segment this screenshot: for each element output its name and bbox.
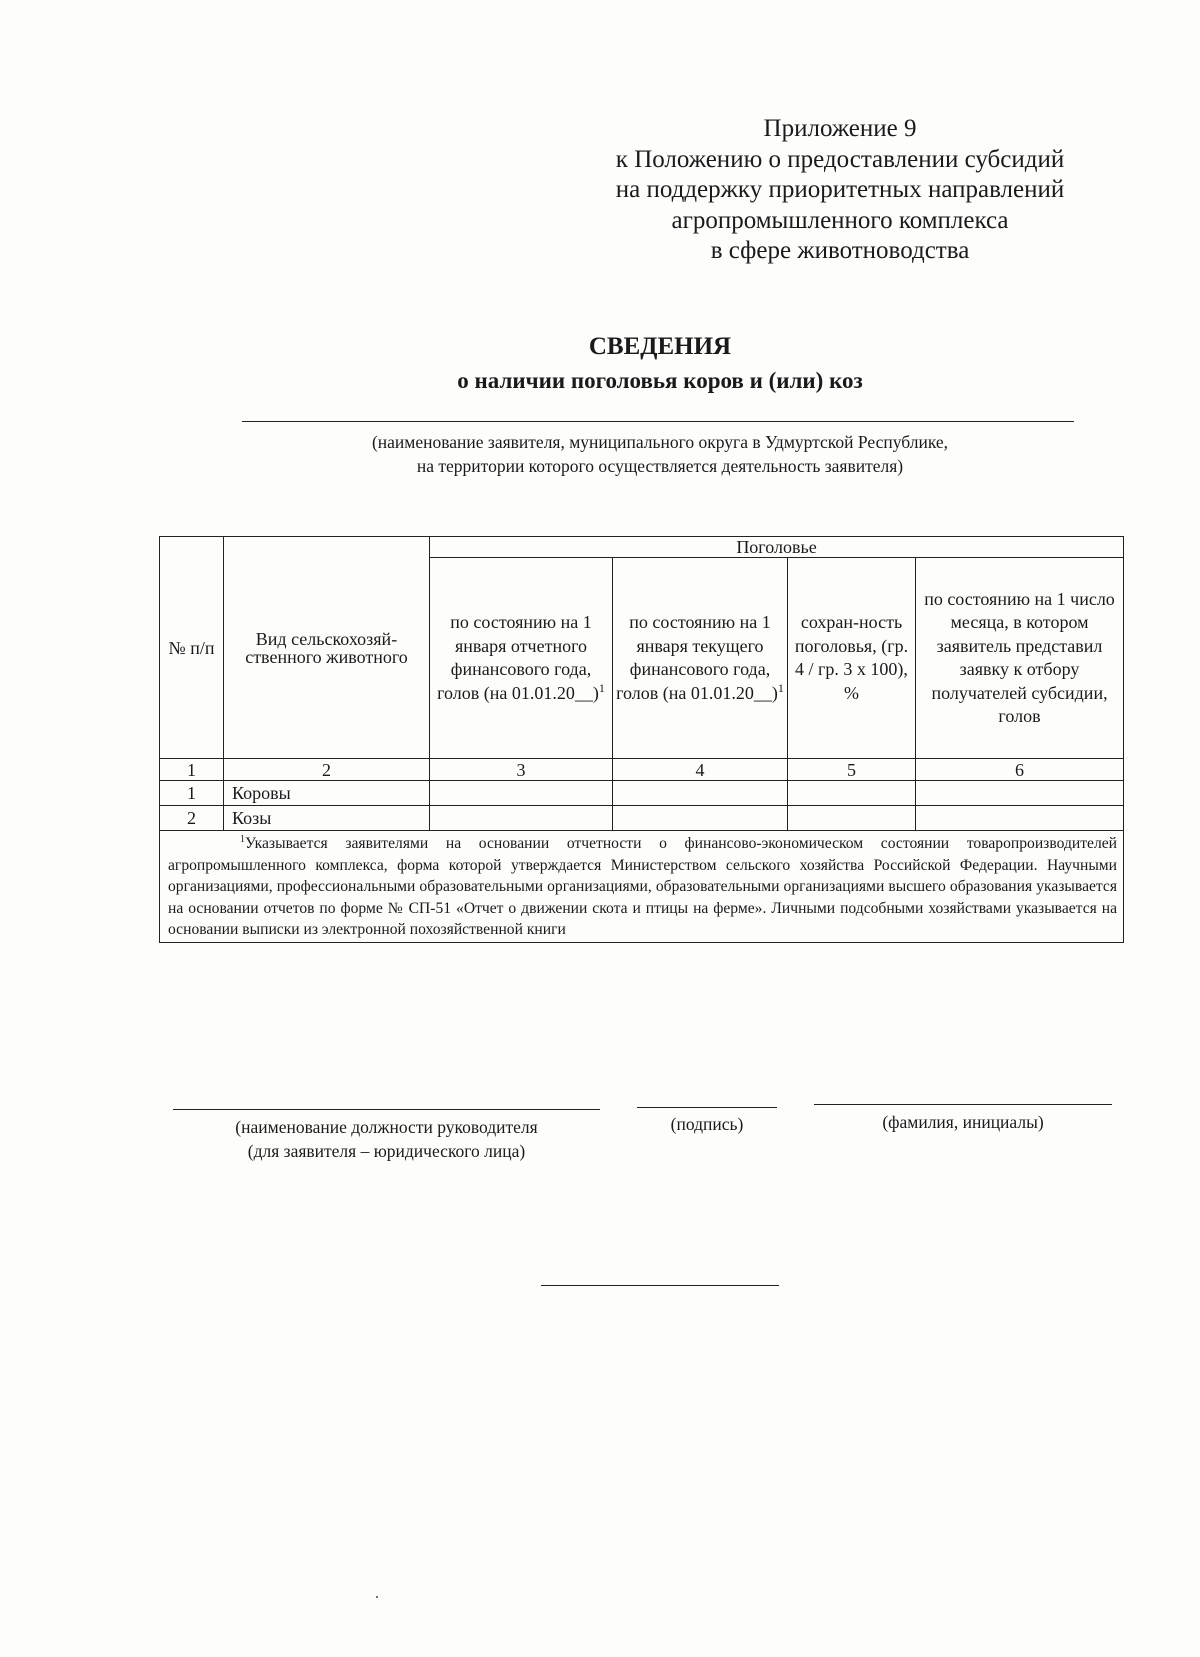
cell-application-month[interactable] — [916, 781, 1124, 806]
applicant-caption-line-2: на территории которого осуществляется деятельность заявителя) — [416, 456, 904, 476]
table-row — [160, 781, 1124, 806]
bottom-line — [541, 1285, 779, 1286]
name-caption: (фамилия, инициалы) — [882, 1112, 1044, 1132]
name-signature-line — [814, 1104, 1112, 1105]
scan-speck — [376, 1596, 378, 1598]
header-previous-year: по состоянию на 1 января отчетного финансового года, голов (на 01.01.20__)$^1$ — [430, 558, 613, 759]
document-subtitle: о наличии поголовья коров и (или) коз — [457, 368, 863, 393]
footnote-ref: 1 — [598, 680, 605, 695]
applicant-name-line — [242, 421, 1074, 422]
appendix-block — [560, 114, 1120, 267]
row-animal-name: Коровы — [224, 781, 430, 806]
column-number: 5 — [788, 759, 916, 781]
header-number: № п/п — [160, 537, 224, 759]
column-number: 4 — [613, 759, 788, 781]
header-retention: сохран-ность поголовья, (гр. 4 / гр. 3 х 100), % — [788, 558, 916, 759]
position-caption-line-1: (наименование должности руководителя — [235, 1117, 538, 1137]
table-row — [160, 806, 1124, 831]
header-application-month: по состоянию на 1 число месяца, в котором заявитель представил заявку к отбору получателей субсидии, голов — [916, 558, 1124, 759]
signature-line — [637, 1107, 777, 1108]
appendix-line-2: к Положению о предоставлении субсидий — [615, 145, 1065, 173]
column-number: 2 — [224, 759, 430, 781]
footnote-ref: 1 — [777, 680, 784, 695]
row-number: 2 — [160, 806, 224, 831]
cell-previous-year[interactable] — [430, 806, 613, 831]
appendix-line-1: Приложение 9 — [763, 115, 917, 142]
document-title: СВЕДЕНИЯ — [588, 333, 732, 360]
appendix-line-3: на поддержку приоритетных направлений — [615, 176, 1065, 203]
position-caption — [173, 1115, 600, 1163]
applicant-caption — [240, 430, 1080, 478]
column-number: 6 — [916, 759, 1124, 781]
header-livestock-group: Поголовье — [430, 537, 1124, 558]
column-number: 1 — [160, 759, 224, 781]
header-current-year: по состоянию на 1 января текущего финансового года, голов (на 01.01.20__)$^1$ — [613, 558, 788, 759]
appendix-line-4: агропромышленного комплекса — [671, 206, 1009, 234]
signature-caption: (подпись) — [670, 1114, 744, 1134]
footnote-text: Указывается заявителями на основании отчетности о финансово-экономическом состоянии товаропроизводителей агропромышленного комплекса, форма которой утверждается Министерством сельского хозяйства Российской Федерации. Научными организациями, профессиональными образовательными организациями, образовательными организациями высшего образования указывается на основании отчетов по форме № СП-51 «Отчет о движении скота и птицы на ферме». Личными подсобными хозяйствами указывается на основании выписки из электронной похозяйственной книги — [168, 835, 1118, 938]
cell-current-year[interactable] — [613, 806, 788, 831]
column-numbers-row — [160, 759, 1124, 781]
appendix-line-5: в сфере животноводства — [710, 237, 970, 264]
header-animal-type: Вид сельскохозяй-ственного животного — [224, 537, 430, 759]
row-number: 1 — [160, 781, 224, 806]
column-number: 3 — [430, 759, 613, 781]
position-caption-line-2: (для заявителя – юридического лица) — [247, 1141, 526, 1161]
livestock-table — [159, 536, 1124, 943]
cell-application-month[interactable] — [916, 806, 1124, 831]
footnote — [160, 831, 1124, 943]
position-signature-line — [173, 1109, 600, 1110]
applicant-caption-line-1: (наименование заявителя, муниципального округа в Удмуртской Республике, — [371, 432, 949, 452]
row-animal-name: Козы — [224, 806, 430, 831]
footnote-row — [160, 831, 1124, 943]
footnote-mark: 1 — [240, 833, 245, 845]
cell-retention[interactable] — [788, 806, 916, 831]
cell-previous-year[interactable] — [430, 781, 613, 806]
cell-current-year[interactable] — [613, 781, 788, 806]
cell-retention[interactable] — [788, 781, 916, 806]
